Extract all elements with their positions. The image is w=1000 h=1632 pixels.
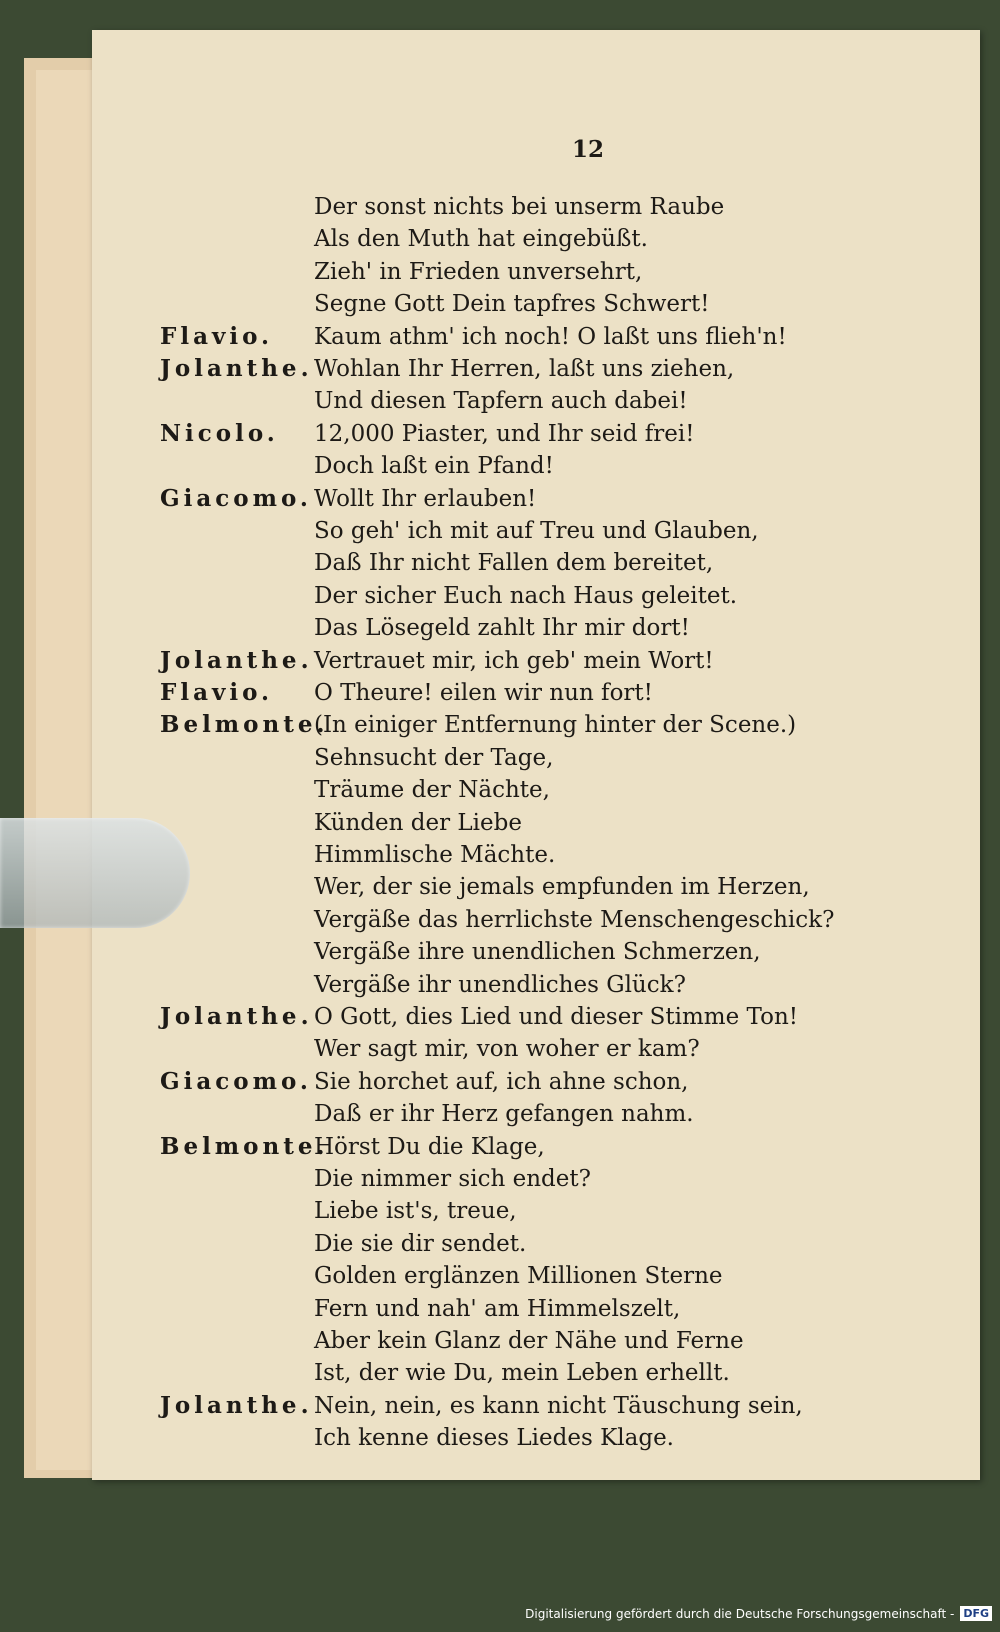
verse-text: Daß Ihr nicht Fallen dem bereitet, (314, 550, 714, 577)
speaker-name: Giacomo. (160, 484, 312, 512)
verse-text: Ich kenne dieses Liedes Klage. (314, 1425, 674, 1452)
verse-text: 12,000 Piaster, und Ihr seid frei! (314, 420, 695, 447)
verse-text: Zieh' in Frieden unversehrt, (314, 258, 643, 285)
speaker-name: Jolanthe. (160, 1003, 313, 1030)
speaker-name: Jolanthe. (160, 355, 313, 382)
verse-text: Vergäße ihr unendliches Glück? (314, 971, 686, 998)
verse-text: Wer, der sie jemals empfunden im Herzen, (314, 874, 810, 901)
text-line (92, 1194, 980, 1228)
verse-text: Sie horchet auf, ich ahne schon, (314, 1068, 689, 1095)
text-line (92, 482, 980, 516)
verse-text: Nein, nein, es kann nicht Täuschung sein, (314, 1392, 803, 1419)
verse-text: Aber kein Glanz der Nähe und Ferne (314, 1328, 744, 1354)
text-line (92, 1032, 980, 1066)
verse-text: Fern und nah' am Himmelszelt, (314, 1295, 681, 1322)
text-line (92, 1162, 980, 1196)
text-line (92, 579, 980, 613)
text-line (92, 546, 980, 580)
speaker-name: Jolanthe. (160, 1391, 313, 1419)
verse-text: Der sicher Euch nach Haus geleitet. (314, 582, 738, 609)
dfg-logo: DFG (960, 1606, 992, 1621)
text-line (92, 449, 980, 483)
text-line (92, 1227, 980, 1261)
verse-text: (In einiger Entfernung hinter der Scene.) (314, 712, 797, 739)
text-line (92, 1292, 980, 1326)
book-page (92, 30, 980, 1480)
page-number: 12 (572, 136, 605, 163)
text-line (92, 838, 980, 872)
text-line (92, 1097, 980, 1131)
verse-text: Wohlan Ihr Herren, laßt uns ziehen, (314, 356, 735, 382)
verse-text: Vergäße ihre unendlichen Schmerzen, (314, 939, 761, 966)
text-line (92, 611, 980, 645)
text-line (92, 708, 980, 742)
verse-text: Und diesen Tapfern auch dabei! (314, 388, 688, 415)
text-line (92, 935, 980, 969)
verse-text: Daß er ihr Herz gefangen nahm. (314, 1101, 694, 1128)
verse-text: Das Lösegeld zahlt Ihr mir dort! (314, 615, 690, 642)
verse-text: Hörst Du die Klage, (314, 1133, 545, 1160)
text-line (92, 1324, 980, 1358)
speaker-name: Nicolo. (160, 419, 279, 447)
text-line (92, 870, 980, 904)
verse-text: Die nimmer sich endet? (314, 1166, 591, 1192)
text-line (92, 287, 980, 321)
verse-text: O Theure! eilen wir nun fort! (314, 680, 653, 706)
verse-text: Kaum athm' ich noch! O laßt uns flieh'n! (314, 323, 787, 350)
text-line (92, 676, 980, 710)
verse-text: Sehnsucht der Tage, (314, 744, 554, 771)
verse-text: So geh' ich mit auf Treu und Glauben, (314, 518, 759, 544)
text-line (92, 644, 980, 678)
speaker-name: Belmonte. (160, 711, 329, 739)
verse-text: Wer sagt mir, von woher er kam? (314, 1036, 700, 1063)
text-line (92, 352, 980, 386)
text-line (92, 1421, 980, 1455)
verse-text: Vertrauet mir, ich geb' mein Wort! (314, 647, 714, 674)
text-line (92, 1130, 980, 1164)
text-line (92, 1065, 980, 1099)
footer-text: Digitalisierung gefördert durch die Deutsche Forschungsgemeinschaft - (525, 1606, 955, 1621)
play-text (92, 30, 980, 1480)
text-line (92, 384, 980, 418)
text-line (92, 1000, 980, 1034)
verse-text: Wollt Ihr erlauben! (314, 485, 537, 512)
verse-text: Der sonst nichts bei unserm Raube (314, 194, 725, 220)
speaker-name: Jolanthe. (160, 646, 313, 674)
text-line (92, 903, 980, 937)
verse-text: Golden erglänzen Millionen Sterne (314, 1263, 723, 1290)
page-edge (36, 70, 94, 1470)
speaker-name: Belmonte. (160, 1132, 329, 1160)
verse-text: Träume der Nächte, (314, 777, 550, 804)
verse-text: Himmlische Mächte. (314, 842, 556, 868)
text-line (92, 968, 980, 1002)
text-line (92, 1389, 980, 1423)
text-line (92, 514, 980, 548)
verse-text: Ist, der wie Du, mein Leben erhellt. (314, 1360, 730, 1387)
text-line (92, 190, 980, 224)
text-line (92, 773, 980, 807)
text-line (92, 1259, 980, 1293)
verse-text: Vergäße das herrlichste Menschengeschick? (314, 906, 835, 933)
text-line (92, 806, 980, 840)
text-line (92, 222, 980, 256)
verse-text: O Gott, dies Lied und dieser Stimme Ton! (314, 1004, 798, 1030)
glass-weight (0, 818, 190, 928)
verse-text: Künden der Liebe (314, 809, 522, 836)
footer (525, 1606, 992, 1621)
verse-text: Doch laßt ein Pfand! (314, 453, 554, 480)
text-line (92, 417, 980, 451)
text-line (92, 255, 980, 289)
verse-text: Als den Muth hat eingebüßt. (314, 226, 648, 253)
speaker-name: Giacomo. (160, 1067, 312, 1095)
speaker-name: Flavio. (160, 679, 274, 706)
text-line (92, 1356, 980, 1390)
verse-text: Segne Gott Dein tapfres Schwert! (314, 291, 710, 318)
text-line (92, 320, 980, 354)
verse-text: Liebe ist's, treue, (314, 1198, 517, 1225)
speaker-name: Flavio. (160, 322, 274, 350)
verse-text: Die sie dir sendet. (314, 1230, 527, 1257)
text-line (92, 741, 980, 775)
